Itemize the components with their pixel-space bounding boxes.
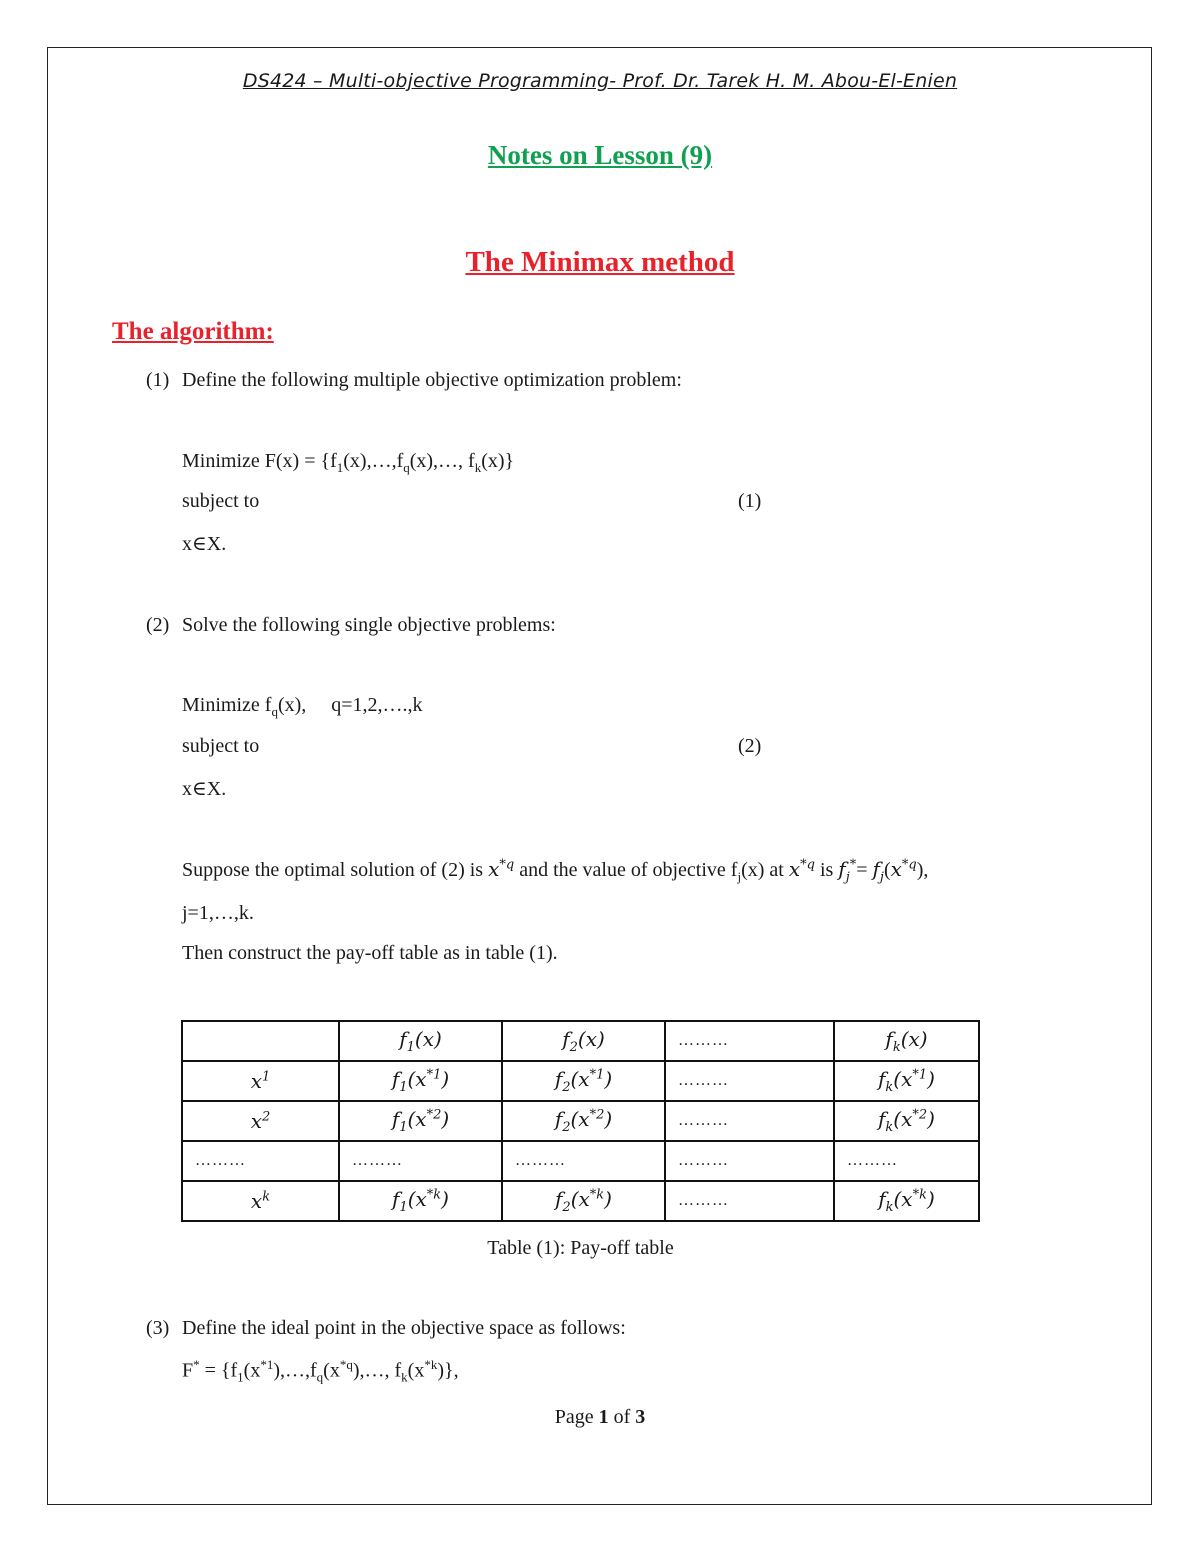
table-cell: ……… bbox=[502, 1141, 665, 1181]
step2-eq-line3: x∈X. bbox=[182, 778, 227, 800]
step2-marker: (2) bbox=[146, 614, 170, 636]
step1-eq-line2: subject to bbox=[182, 490, 260, 512]
step1-eq-number: (1) bbox=[738, 490, 762, 512]
table-cell: $f_k(x^{*1})$ bbox=[834, 1061, 979, 1101]
table-corner-cell bbox=[182, 1021, 339, 1061]
step1-eq-line3: x∈X. bbox=[182, 533, 227, 555]
table-header-cell: $f_2(x)$ bbox=[502, 1021, 665, 1061]
table-cell: ……… bbox=[339, 1141, 502, 1181]
lesson-title: Notes on Lesson (9) bbox=[487, 140, 713, 170]
j-range-line: j=1,…,k. bbox=[182, 902, 254, 924]
table-row bbox=[182, 1101, 979, 1141]
section-title: The algorithm: bbox=[112, 318, 274, 345]
table-header-cell: $f_1(x)$ bbox=[339, 1021, 502, 1061]
of-label: of bbox=[613, 1406, 631, 1428]
page-footer bbox=[0, 1406, 1200, 1429]
table-header-cell: $f_k(x)$ bbox=[834, 1021, 979, 1061]
step2-eq-line2: subject to bbox=[182, 735, 260, 757]
table-cell: $f_1(x^{*2})$ bbox=[339, 1101, 502, 1141]
table-header-row bbox=[182, 1021, 979, 1061]
table-cell: ……… bbox=[665, 1101, 834, 1141]
table-cell: $f_2(x^{*k})$ bbox=[502, 1181, 665, 1221]
table-row bbox=[182, 1181, 979, 1221]
table-cell: $f_k(x^{*2})$ bbox=[834, 1101, 979, 1141]
page-label: Page bbox=[554, 1406, 594, 1428]
table-header-cell: ……… bbox=[665, 1021, 834, 1061]
page-total: 3 bbox=[635, 1406, 646, 1428]
table-cell: $f_1(x^{*k})$ bbox=[339, 1181, 502, 1221]
table-cell: ……… bbox=[665, 1181, 834, 1221]
ideal-point-equation: $F^* = \{f_1(x^{*1}),\dots,f_q(x^{*q}),\dots$, $f_k(x^{*k})$}, bbox=[182, 1357, 459, 1385]
table-cell: ……… bbox=[665, 1141, 834, 1181]
step2-eq-number: (2) bbox=[738, 735, 762, 757]
method-title: The Minimax method bbox=[465, 246, 735, 278]
construct-table-line: Then construct the pay-off table as in table (1). bbox=[182, 942, 558, 964]
page-header: DS424 – Multi-objective Programming- Prof. Dr. Tarek H. M. Abou-El-Enien bbox=[242, 70, 958, 92]
table-cell: $f_k(x^{*k})$ bbox=[834, 1181, 979, 1221]
table-cell: $f_2(x^{*1})$ bbox=[502, 1061, 665, 1101]
table-caption: Table (1): Pay-off table bbox=[487, 1237, 674, 1259]
step2-eq-line1: Minimize $f_q(x)$, q=1,2,….,k bbox=[182, 694, 423, 719]
table-row bbox=[182, 1061, 979, 1101]
table-cell: $f_2(x^{*2})$ bbox=[502, 1101, 665, 1141]
suppose-line: Suppose the optimal solution of (2) is $x^{*q}$ and the value of objective $f_j(x)$ at $x^{*q}$ is $f_j^*= f_j(x^{*q})$, bbox=[182, 857, 929, 885]
table-cell: ……… bbox=[834, 1141, 979, 1181]
table-row-label: $x^2$ bbox=[182, 1101, 339, 1141]
table-row-label: ……… bbox=[182, 1141, 339, 1181]
table-cell: ……… bbox=[665, 1061, 834, 1101]
step1-marker: (1) bbox=[146, 369, 170, 391]
step2-text: Solve the following single objective problems: bbox=[182, 614, 556, 636]
table-row-label: $x^k$ bbox=[182, 1181, 339, 1221]
table-row-label: $x^1$ bbox=[182, 1061, 339, 1101]
table-row bbox=[182, 1141, 979, 1181]
step3-text: Define the ideal point in the objective space as follows: bbox=[182, 1317, 626, 1339]
table-cell: $f_1(x^{*1})$ bbox=[339, 1061, 502, 1101]
step1-eq-line1: Minimize $F(x) = \{f_1(x),\dots,f_q(x),\dots$, $f_k(x)$} bbox=[182, 450, 515, 475]
payoff-table bbox=[181, 1020, 980, 1222]
step3-marker: (3) bbox=[146, 1317, 170, 1339]
page-number: 1 bbox=[598, 1406, 609, 1428]
step1-text: Define the following multiple objective optimization problem: bbox=[182, 369, 682, 391]
